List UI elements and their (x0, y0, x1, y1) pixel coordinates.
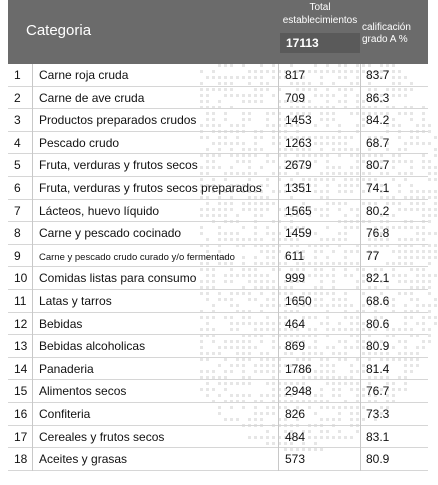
total-establishments: 1351 (285, 180, 312, 195)
table-row (8, 222, 428, 245)
category-name: Carne y pescado cocinado (39, 226, 182, 241)
category-name: Bebidas alcoholicas (39, 339, 146, 354)
total-establishments: 1650 (285, 293, 312, 308)
grade-a-percent: 83.7 (366, 68, 390, 82)
row-number: 13 (14, 339, 28, 354)
grade-a-percent: 82.1 (366, 271, 390, 286)
map-dot (434, 154, 437, 157)
map-dot (428, 166, 431, 169)
category-name: Panaderia (39, 361, 94, 376)
map-dot (434, 298, 437, 301)
total-establishments: 573 (285, 452, 306, 467)
row-number: 2 (14, 90, 21, 105)
table-row (8, 245, 428, 268)
map-dot (428, 130, 431, 133)
map-dot (428, 220, 431, 223)
row-number: 4 (14, 135, 21, 150)
total-establishments: 2948 (285, 384, 312, 399)
map-dot (434, 190, 437, 193)
map-dot (428, 262, 431, 265)
map-dot (428, 292, 431, 295)
category-name: Latas y tarros (39, 293, 112, 308)
category-name: Aceites y grasas (39, 452, 128, 467)
category-name: Carne roja cruda (39, 68, 129, 82)
map-dot (434, 166, 437, 169)
map-dot (428, 190, 431, 193)
table-row (8, 290, 428, 313)
row-number: 15 (14, 384, 28, 399)
category-name: Productos preparados crudos (39, 113, 197, 128)
total-establishments: 1459 (285, 226, 312, 241)
row-number: 5 (14, 158, 21, 173)
grade-a-percent: 80.7 (366, 158, 390, 173)
total-header (280, 0, 360, 64)
total-establishments: 464 (285, 316, 306, 331)
table-row (8, 358, 428, 381)
grade-a-percent: 80.6 (366, 316, 390, 331)
table-row (8, 132, 428, 155)
total-establishments: 1263 (285, 135, 312, 150)
total-establishments: 2679 (285, 158, 312, 173)
row-number: 11 (14, 293, 27, 308)
grade-a-percent: 83.1 (366, 429, 390, 444)
row-number: 6 (14, 180, 21, 195)
table-row (8, 154, 428, 177)
map-dot (434, 250, 437, 253)
map-dot (434, 214, 437, 217)
total-establishments: 1565 (285, 203, 312, 218)
category-name: Cereales y frutos secos (39, 429, 165, 444)
row-number: 1 (14, 68, 21, 82)
map-dot (434, 172, 437, 175)
map-dot (434, 304, 437, 307)
map-dot (434, 274, 437, 277)
total-establishments: 817 (285, 68, 306, 82)
table-row (8, 64, 428, 87)
table-row (8, 267, 428, 290)
grade-a-percent: 76.7 (366, 384, 390, 399)
table-row (8, 448, 428, 471)
map-dot (428, 310, 431, 313)
table-row (8, 87, 428, 110)
total-establishments: 1786 (285, 361, 312, 376)
row-number: 16 (14, 406, 28, 421)
grade-a-percent: 81.4 (366, 361, 390, 376)
grade-a-percent: 76.8 (366, 226, 390, 241)
map-dot (434, 208, 437, 211)
row-number: 8 (14, 226, 21, 241)
grade-header-line1: calificación (362, 22, 411, 33)
table-row (8, 200, 428, 223)
total-establishments: 484 (285, 429, 306, 444)
total-establishments: 611 (285, 248, 305, 263)
map-dot (434, 148, 437, 151)
map-dot (434, 244, 437, 247)
category-name: Pescado crudo (39, 135, 120, 150)
map-dot (434, 232, 437, 235)
grade-a-percent: 68.7 (366, 135, 390, 150)
map-dot (428, 340, 431, 343)
map-dot (428, 328, 431, 331)
grade-header-line2: grado A % (362, 34, 408, 45)
map-dot (428, 256, 431, 259)
total-establishments: 709 (285, 90, 306, 105)
map-dot (428, 250, 431, 253)
table-header (8, 0, 428, 64)
map-dot (428, 172, 431, 175)
table-body (8, 64, 428, 471)
row-number: 7 (14, 203, 21, 218)
category-name: Fruta, verduras y frutos secos (39, 158, 198, 173)
map-dot (428, 178, 431, 181)
row-number: 12 (14, 316, 28, 331)
map-dot (428, 286, 431, 289)
map-dot (434, 322, 437, 325)
total-establishments: 826 (285, 406, 306, 421)
map-dot (428, 142, 431, 145)
grade-a-percent: 84.2 (366, 113, 390, 128)
total-header-line2: establecimientos (282, 15, 358, 26)
table-row (8, 109, 428, 132)
total-establishments: 1453 (285, 113, 312, 128)
grade-a-percent: 80.2 (366, 203, 390, 218)
grade-a-percent: 80.9 (366, 452, 390, 467)
map-dot (428, 124, 431, 127)
map-dot (434, 202, 437, 205)
grade-a-percent: 86.3 (366, 90, 390, 105)
row-number: 10 (14, 271, 28, 286)
total-count: 17113 (280, 33, 360, 53)
row-number: 18 (14, 452, 28, 467)
map-dot (428, 280, 431, 283)
map-dot (428, 160, 431, 163)
total-header-line1: Total (309, 2, 331, 13)
map-dot (428, 196, 431, 199)
category-name: Fruta, verduras y frutos secos preparados (39, 180, 262, 195)
row-number: 17 (14, 429, 28, 444)
category-name: Lácteos, huevo líquido (39, 203, 160, 218)
map-dot (428, 274, 431, 277)
category-name: Alimentos secos (39, 384, 127, 399)
map-dot (428, 214, 431, 217)
total-establishments: 999 (285, 271, 306, 286)
map-dot (428, 232, 431, 235)
map-dot (428, 316, 431, 319)
column-divider (278, 64, 279, 471)
row-number: 14 (14, 361, 28, 376)
grade-header (362, 22, 426, 46)
map-dot (428, 304, 431, 307)
category-name: Carne de ave cruda (39, 90, 145, 105)
map-dot (428, 208, 431, 211)
map-dot (434, 196, 437, 199)
map-dot (434, 316, 437, 319)
grade-a-percent: 80.9 (366, 339, 390, 354)
category-name: Bebidas (39, 316, 83, 331)
category-header: Categoria (26, 22, 92, 39)
grade-a-percent: 73.3 (366, 406, 390, 421)
establishments-table (8, 0, 428, 471)
row-number: 9 (14, 248, 21, 263)
table-row (8, 426, 428, 449)
table-row (8, 313, 428, 336)
map-dot (428, 244, 431, 247)
grade-a-percent: 68.6 (366, 293, 390, 308)
column-divider (360, 64, 361, 471)
category-name: Confiteria (39, 406, 91, 421)
total-establishments: 869 (285, 339, 306, 354)
category-name: Comidas listas para consumo (39, 271, 197, 286)
table-row (8, 177, 428, 200)
row-number: 3 (14, 113, 21, 128)
table-row (8, 335, 428, 358)
column-divider (32, 64, 33, 471)
grade-a-percent: 74.1 (366, 180, 390, 195)
category-name: Carne y pescado crudo curado y/o fermentado (39, 251, 235, 263)
grade-a-percent: 77 (366, 248, 380, 263)
map-dot (434, 256, 437, 259)
table-row (8, 380, 428, 403)
map-dot (428, 334, 431, 337)
map-dot (434, 136, 437, 139)
map-dot (434, 178, 437, 181)
table-row (8, 403, 428, 426)
